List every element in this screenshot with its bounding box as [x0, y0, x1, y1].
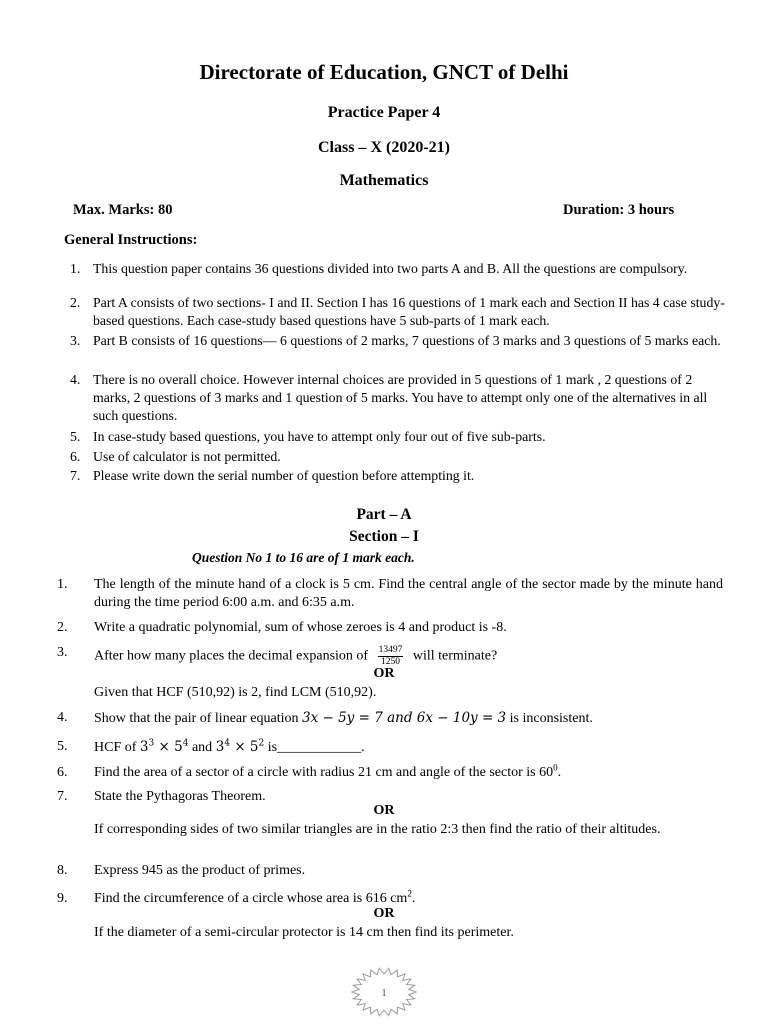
instruction-number: 1. [70, 261, 81, 276]
instruction-number: 2. [70, 295, 81, 310]
fraction [378, 645, 404, 668]
question-text: Find the area of a sector of a circle with radius 21 cm and angle of the sector is 60 [94, 765, 554, 780]
period: . [557, 765, 562, 780]
power-term [140, 739, 189, 755]
section-heading: Section – I [349, 528, 419, 545]
alternative-question: If the diameter of a semi-circular protector is 14 cm then find its perimeter. [94, 925, 514, 940]
page-number-badge [348, 966, 420, 1018]
page-number: 1 [381, 987, 387, 999]
power-term [216, 739, 265, 755]
duration: Duration: 3 hours [563, 202, 675, 218]
question-number: 1. [57, 577, 68, 592]
question-text: After how many places the decimal expansion of [94, 648, 369, 664]
instruction-item [70, 448, 730, 466]
question-text: HCF of [94, 740, 137, 755]
subject-title: Mathematics [339, 172, 429, 189]
instruction-number: 7. [70, 468, 81, 483]
alternative-question: Given that HCF (510,92) is 2, find LCM (510,92). [94, 685, 377, 700]
part-heading: Part – A [356, 506, 412, 523]
question-number: 9. [57, 891, 68, 906]
question-text: Write a quadratic polynomial, sum of whose zeroes is 4 and product is -8. [94, 620, 507, 635]
instruction-item [70, 467, 730, 485]
question-text: Find the circumference of a circle whose area is 616 cm [94, 891, 408, 906]
max-marks: Max. Marks: 80 [73, 202, 173, 218]
question-6 [57, 764, 723, 782]
fraction-numerator: 13497 [378, 645, 403, 655]
instruction-text: Use of calculator is not permitted. [93, 449, 281, 464]
question-number: 5. [57, 739, 68, 754]
question-text: Show that the pair of linear equation [94, 711, 299, 726]
question-text: The length of the minute hand of a clock is 5 cm. Find the central angle of the sector made by the minute hand during the time period 6:00 a.m. and 6:35 a.m. [94, 577, 723, 610]
instruction-item [70, 371, 730, 425]
period: . [411, 891, 416, 906]
base: 3 [139, 739, 149, 755]
question-3 [57, 644, 723, 668]
instruction-item [70, 428, 730, 446]
instruction-text: Part B consists of 16 questions— 6 questions of 2 marks, 7 questions of 3 marks and 3 questions of 5 marks each. [93, 333, 721, 348]
or-label: OR [373, 803, 395, 818]
or-label: OR [373, 906, 395, 921]
base: 3 [215, 739, 225, 755]
class-title: Class – X (2020-21) [318, 139, 450, 156]
exponent: 3 [148, 738, 155, 749]
instruction-text: Please write down the serial number of question before attempting it. [93, 468, 475, 483]
question-text: State the Pythagoras Theorem. [94, 789, 266, 804]
question-8 [57, 862, 723, 880]
instructions-heading: General Instructions: [64, 232, 198, 248]
exponent: 4 [182, 738, 189, 749]
question-number: 3. [57, 645, 68, 660]
instruction-number: 5. [70, 429, 81, 444]
question-4 [57, 709, 723, 728]
instruction-item [70, 260, 730, 278]
question-text-end: is inconsistent. [509, 711, 593, 726]
equation: 3x − 5y = 7 and 6x − 10y = 3 [302, 710, 507, 726]
question-text-end: is____________. [267, 740, 365, 755]
instruction-number: 4. [70, 372, 81, 387]
question-2 [57, 619, 723, 637]
question-number: 6. [57, 765, 68, 780]
squared-superscript: 2 [407, 888, 412, 899]
instruction-number: 3. [70, 333, 81, 348]
starburst-icon [348, 966, 420, 1018]
question-text: Express 945 as the product of primes. [94, 863, 306, 878]
times-sign: × [158, 739, 170, 755]
exponent: 4 [224, 738, 231, 749]
question-number: 2. [57, 620, 68, 635]
question-1 [57, 576, 723, 612]
base: 5 [249, 739, 259, 755]
instruction-text: In case-study based questions, you have to attempt only four out of five sub-parts. [93, 429, 546, 444]
document-title: Directorate of Education, GNCT of Delhi [199, 60, 569, 84]
question-text-end: will terminate? [412, 648, 498, 664]
alternative-question: If corresponding sides of two similar triangles are in the ratio 2:3 then find the ratio of their altitudes. [94, 822, 661, 837]
instruction-text: This question paper contains 36 questions divided into two parts A and B. All the questions are compulsory. [93, 261, 688, 276]
exponent: 2 [258, 738, 265, 749]
and-word: and [191, 740, 213, 755]
section-note: Question No 1 to 16 are of 1 mark each. [192, 550, 415, 565]
base: 5 [174, 739, 183, 755]
question-number: 8. [57, 863, 68, 878]
paper-title: Practice Paper 4 [327, 104, 441, 121]
question-5 [57, 738, 723, 757]
times-sign: × [234, 739, 246, 755]
instruction-text: Part A consists of two sections- I and II. Section I has 16 questions of 1 mark each and Section II has 4 case study-based questions. Each case-study based questions have 5 sub-parts of 1 mark each. [93, 295, 725, 328]
question-number: 7. [57, 789, 68, 804]
instruction-item [70, 332, 730, 350]
question-number: 4. [57, 710, 68, 725]
or-label: OR [373, 666, 395, 681]
instruction-number: 6. [70, 449, 81, 464]
instruction-text: There is no overall choice. However internal choices are provided in 5 questions of 1 mark , 2 questions of 2 marks, 2 questions of 3 marks and 1 question of 5 marks. You have to attempt only one of the alternatives in all such questions. [93, 372, 708, 423]
fraction-denominator: 1250 [380, 657, 400, 667]
instruction-item [70, 294, 730, 330]
degree-superscript: 0 [553, 762, 558, 773]
